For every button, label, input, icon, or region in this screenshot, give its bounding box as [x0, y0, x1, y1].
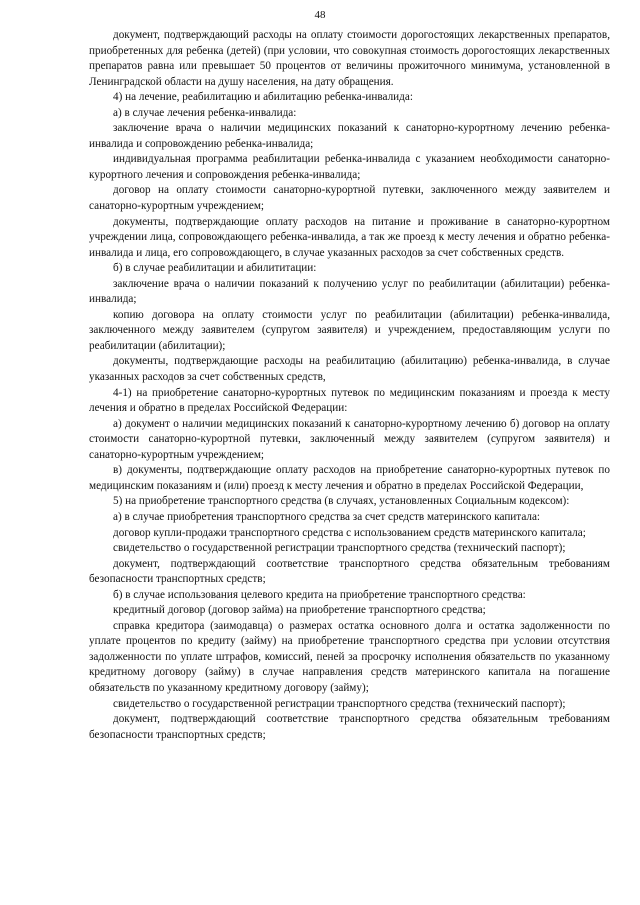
paragraph-19: документ, подтверждающий соответствие транспортного средства обязательным требованиям безопасности транспортных средств; [89, 557, 610, 586]
paragraph-16: а) в случае приобретения транспортного средства за счет средств материнского капитала: [113, 510, 541, 523]
paragraph-7: документы, подтверждающие оплату расходов на питание и проживание в санаторно-курортном учреждении лица, сопровождающего ребенка-инвалида, а так же проезд к месту лечения и обратно ребенка-инвалида и лица, его сопровождающего, в случае указанных расходов за счет собственных средств. [89, 215, 610, 259]
paragraph-3: а) в случае лечения ребенка-инвалида: [113, 106, 297, 119]
paragraph-21: кредитный договор (договор займа) на приобретение транспортного средства; [113, 604, 486, 617]
paragraph-14: в) документы, подтверждающие оплату расходов на приобретение санаторно-курортных путевок по медицинским показаниям и (или) проезд к месту лечения и обратно в пределах Российской Федерации, [89, 464, 610, 492]
paragraph-6: договор на оплату стоимости санаторно-курортной путевки, заключенного между заявителем и санаторно-курортным учреждением; [89, 184, 610, 213]
paragraph-10: копию договора на оплату стоимости услуг по реабилитации (абилитации) ребенка-инвалида, заключенного между заявителем (супругом заявителя) и учреждением, предоставляющим услуги по реабилитации (абилитации); [89, 308, 610, 352]
paragraph-12: 4-1) на приобретение санаторно-курортных путевок по медицинским показаниям и проезда к месту лечения и обратно в пределах Российской Федерации: [89, 386, 610, 415]
paragraph-11: документы, подтверждающие расходы на реабилитацию (абилитацию) ребенка-инвалида, в случае указанных расходов за счет собственных средств, [89, 355, 610, 384]
paragraph-18: свидетельство о государственной регистрации транспортного средства (технический паспорт); [113, 542, 566, 555]
paragraph-5: индивидуальная программа реабилитации ребенка-инвалида с указанием необходимости санаторно-курортного лечения и сопровождения ребенка-инвалида; [89, 153, 610, 181]
page-number: 48 [314, 9, 326, 21]
paragraph-23: свидетельство о государственной регистрации транспортного средства (технический паспорт); [113, 697, 566, 710]
paragraph-4: заключение врача о наличии медицинских показаний к санаторно-курортному лечению ребенка-инвалида и сопровождению ребенка-инвалида; [89, 122, 610, 150]
paragraph-1: документ, подтверждающий расходы на оплату стоимости дорогостоящих лекарственных препаратов, приобретенных для ребенка (детей) (при условии, что совокупная стоимость дорогостоящих лекарственных препаратов равна или превышает 50 процентов от величины прожиточного минимума, установленной в Ленинградской области на душу населения, на дату обращения. [89, 29, 610, 88]
paragraph-2: 4) на лечение, реабилитацию и абилитацию ребенка-инвалида: [113, 91, 413, 104]
paragraph-9: заключение врача о наличии показаний к получению услуг по реабилитации (абилитации) ребенка-инвалида; [89, 277, 610, 306]
paragraph-15: 5) на приобретение транспортного средства (в случаях, установленных Социальным кодексом): [113, 495, 570, 508]
paragraph-22: справка кредитора (заимодавца) о размерах остатка основного долга и остатка задолженности по уплате процентов по кредиту (займу) на приобретение транспортного средства при условии отсутствия задолженности по уплате штрафов, комиссий, пеней за просрочку исполнения обязательств по указанному кредитному договору (займу) в случае направления средств материнского капитала на погашение обязательств по указанному кредитному договору (займу); [89, 619, 610, 694]
paragraph-8: б) в случае реабилитации и абилититации: [113, 262, 317, 275]
paragraph-24: документ, подтверждающий соответствие транспортного средства обязательным требованиям безопасности транспортных средств; [89, 713, 610, 741]
paragraph-20: б) в случае использования целевого кредита на приобретение транспортного средства: [113, 588, 526, 601]
document-body [89, 28, 610, 743]
paragraph-17: договор купли-продажи транспортного средства с использованием средств материнского капитала; [113, 526, 586, 539]
paragraph-13: а) документ о наличии медицинских показаний к санаторно-курортному лечению б) договор на оплату стоимости санаторно-курортной путевки, заключенный между заявителем (супругом заявителя) и санаторно-курортным учреждением; [89, 417, 610, 461]
